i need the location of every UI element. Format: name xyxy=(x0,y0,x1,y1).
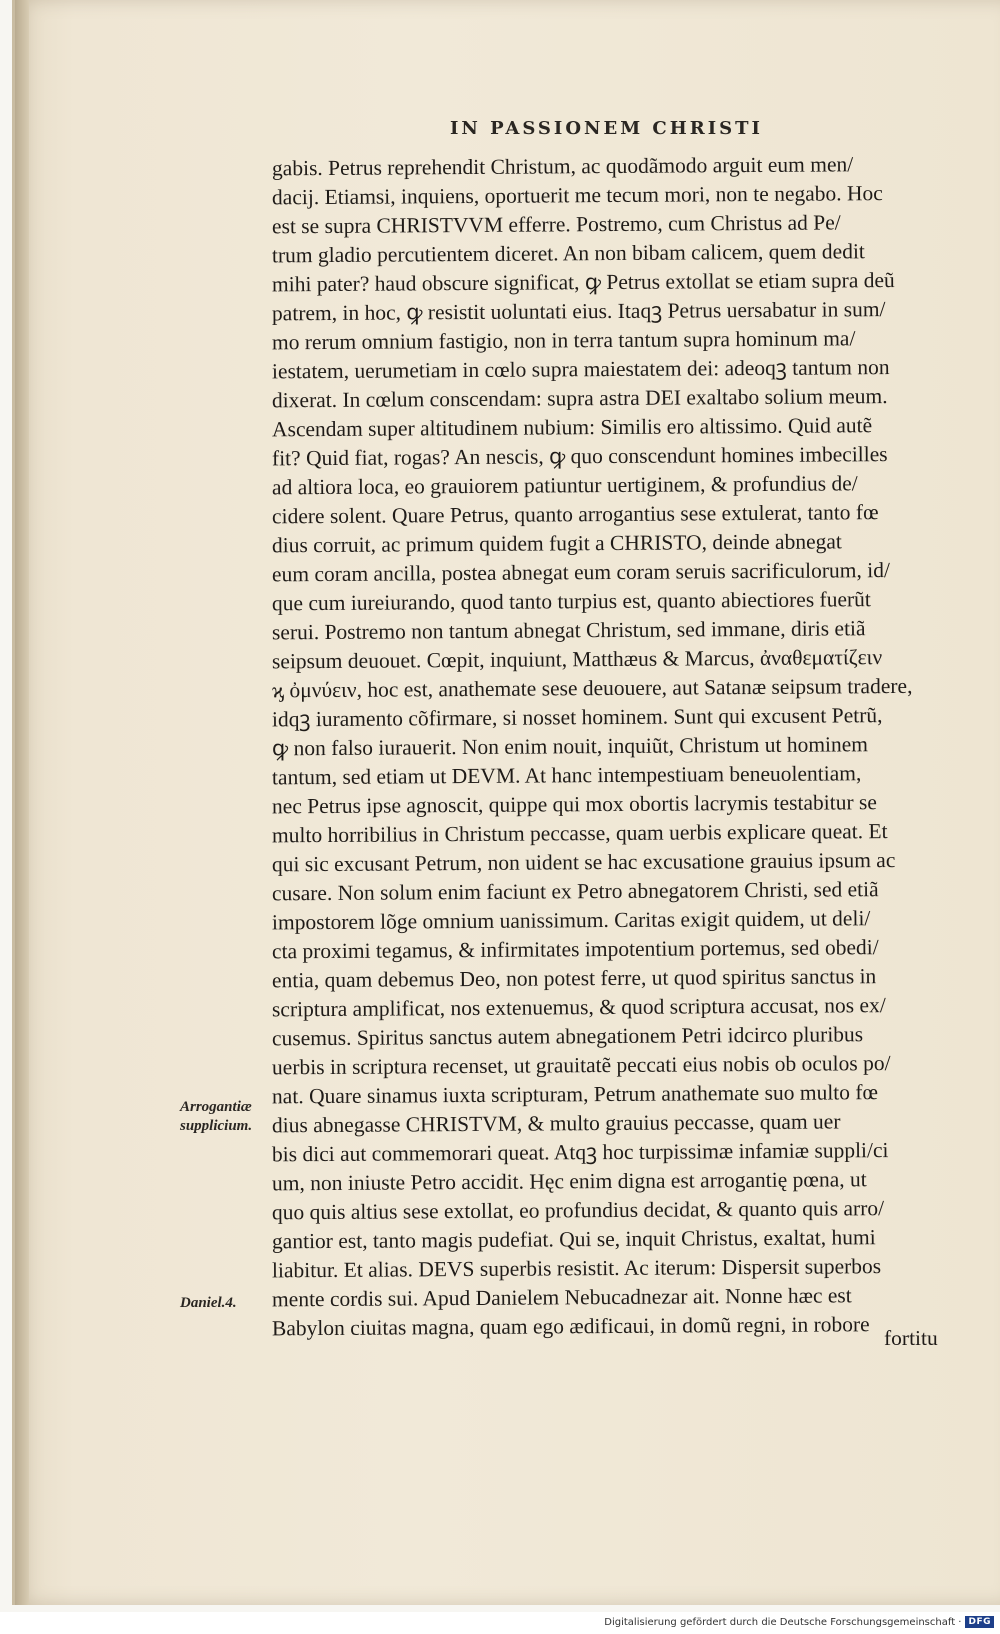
page-gutter xyxy=(15,0,29,1605)
text-line: dacij. Etiamsi, inquiens, oportuerit me tecum mori, non te negabo. Hoc xyxy=(271,181,883,210)
text-line: mo rerum omnium fastigio, non in terra tantum supra hominum ma/ xyxy=(271,326,856,355)
text-line: idqꝫ iuramento cõfirmare, si nosset hominem. Sunt qui excusent Petrũ, xyxy=(271,703,883,732)
text-line: que cum iureiurando, quod tanto turpius est, quanto abiectiores fuerũt xyxy=(271,587,871,616)
text-line: um, non iniuste Petro accidit. Hęc enim digna est arrogantię pœna, ut xyxy=(271,1167,867,1196)
running-head: IN PASSIONEM CHRISTI xyxy=(450,118,763,139)
text-line: iestatem, uerumetiam in cœlo supra maiestatem dei: adeoqꝫ tantum non xyxy=(271,355,890,384)
text-line: ad altiora loca, eo grauiorem patiuntur uertiginem, & profundius de/ xyxy=(271,471,858,500)
text-line: cta proximi tegamus, & infirmitates impotentium portemus, sed obedi/ xyxy=(271,935,879,964)
text-line: ꝙ non falso iurauerit. Non enim nouit, inquiũt, Christum ut hominem xyxy=(271,732,869,761)
text-line: patrem, in hoc, ꝙ resistit uoluntati eius. Itaqꝫ Petrus uersabatur in sum/ xyxy=(271,297,886,326)
text-line: est se supra CHRISTVVM efferre. Postremo, cum Christus ad Pe/ xyxy=(271,210,841,239)
text-line: cusare. Non solum enim faciunt ex Petro abnegatorem Christi, sed etiã xyxy=(271,877,879,906)
text-line: ϗ ὀμνύειν, hoc est, anathemate sese deuouere, aut Satanæ seipsum tradere, xyxy=(271,673,913,703)
text-line: fit? Quid fiat, rogas? An nescis, ꝙ quo conscendunt homines imbecilles xyxy=(271,442,888,471)
text-line: impostorem lõge omnium uanissimum. Caritas exigit quidem, ut deli/ xyxy=(271,906,871,935)
text-line: entia, quam debemus Deo, non potest ferre, ut quod spiritus sanctus in xyxy=(271,964,877,993)
text-line: dius abnegasse CHRISTVM, & multo grauius peccasse, quam uer xyxy=(271,1109,841,1138)
text-line: gantior est, tanto magis pudefiat. Qui se, inquit Christus, exaltat, humi xyxy=(271,1225,876,1254)
text-line: eum coram ancilla, postea abnegat eum coram seruis sacrificulorum, id/ xyxy=(271,558,890,587)
text-line: nec Petrus ipse agnoscit, quippe qui mox obortis lacrymis testabitur se xyxy=(271,790,877,819)
dfg-logo: DFG xyxy=(965,1616,994,1628)
text-line: tantum, sed etiam ut DEVM. At hanc intempestiuam beneuolentiam, xyxy=(271,761,862,790)
text-line: Ascendam super altitudinem nubium: Similis ero altissimo. Quid autẽ xyxy=(271,413,873,442)
text-line: nat. Quare sinamus iuxta scripturam, Petrum anathemate suo multo fœ xyxy=(271,1080,879,1109)
text-line: dixerat. In cœlum conscendam: supra astra DEI exaltabo solium meum. xyxy=(271,384,888,413)
text-line: quo quis altius sese extollat, eo profundius decidat, & quanto quis arro/ xyxy=(271,1196,885,1225)
text-line: serui. Postremo non tantum abnegat Christum, sed immane, diris etiã xyxy=(271,616,866,645)
body-text xyxy=(272,152,952,1341)
text-line: seipsum deuouet. Cœpit, inquiunt, Matthæus & Marcus, ἀναθεματίζειν xyxy=(271,645,883,674)
text-line: qui sic excusant Petrum, non uident se hac excusatione grauius ipsum ac xyxy=(271,848,896,877)
footer-credit xyxy=(604,1614,994,1630)
text-line: liabitur. Et alias. DEVS superbis resistit. Ac iterum: Dispersit superbos xyxy=(271,1254,882,1283)
marginal-note-daniel: Daniel.4. xyxy=(180,1295,237,1311)
catchword: fortitu xyxy=(884,1326,938,1350)
text-line: multo horribilius in Christum peccasse, quam uerbis explicare queat. Et xyxy=(271,819,888,848)
text-line: Babylon ciuitas magna, quam ego ædificaui, in domũ regni, in robore xyxy=(271,1312,870,1341)
text-line: bis dici aut commemorari queat. Atqꝫ hoc turpissimæ infamiæ suppli/ci xyxy=(271,1138,889,1167)
text-line: gabis. Petrus reprehendit Christum, ac quodãmodo arguit eum men/ xyxy=(271,152,854,181)
text-line: mihi pater? haud obscure significat, ꝙ Petrus extollat se etiam supra deũ xyxy=(271,268,895,297)
marginal-note-arrogantia: Arrogantiæ supplicium. xyxy=(180,1099,253,1134)
text-line: dius corruit, ac primum quidem fugit a CHRISTO, deinde abnegat xyxy=(271,529,842,558)
text-line: uerbis in scriptura recenset, ut grauitatẽ peccati eius nobis ob oculos po/ xyxy=(271,1051,891,1080)
text-line: mente cordis sui. Apud Danielem Nebucadnezar ait. Nonne hæc est xyxy=(271,1283,852,1312)
text-line: cidere solent. Quare Petrus, quanto arrogantius sese extulerat, tanto fœ xyxy=(271,500,879,529)
footer-credit-text: Digitalisierung gefördert durch die Deutsche Forschungsgemeinschaft · xyxy=(604,1616,962,1628)
text-line: trum gladio percutientem diceret. An non bibam calicem, quem dedit xyxy=(271,239,865,268)
text-line: scriptura amplificat, nos extenuemus, & quod scriptura accusat, nos ex/ xyxy=(271,993,886,1022)
text-line: cusemus. Spiritus sanctus autem abnegationem Petri idcirco pluribus xyxy=(271,1022,864,1051)
